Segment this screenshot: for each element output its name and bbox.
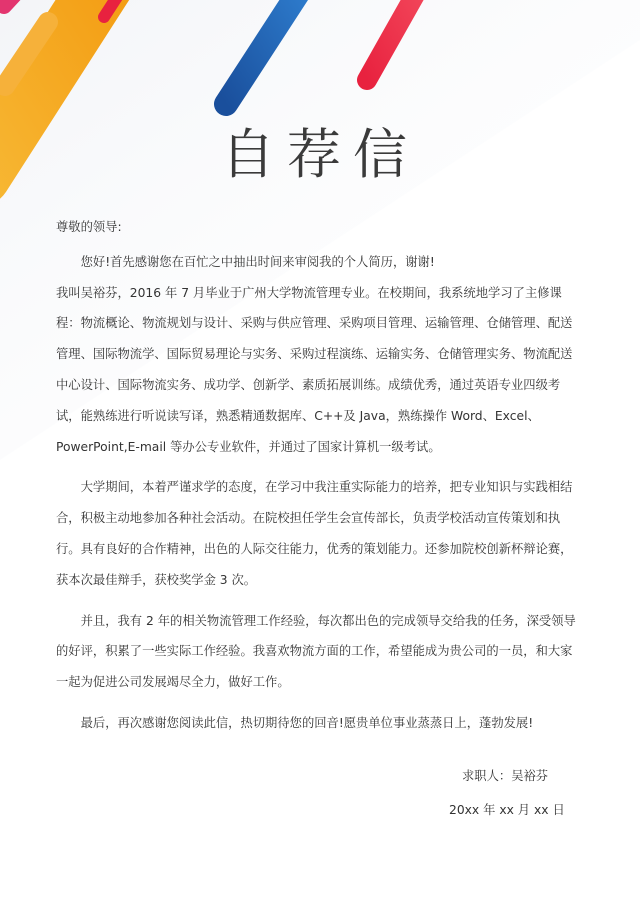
paragraph-university: 大学期间，本着严谨求学的态度，在学习中我注重实际能力的培养，把专业知识与实践相结合，积极主动地参加各种社会活动。在院校担任学生会宣传部长，负责学校活动宣传策划和执行。具有良好的合作精神，出色的人际交往能力，优秀的策划能力。还参加院校创新杯辩论赛，获本次最佳辩手，获校奖学金 3 次。 bbox=[56, 480, 573, 587]
signature: 求职人：吴裕芬 bbox=[462, 769, 549, 783]
page-title: 自荐信 bbox=[221, 123, 419, 186]
salutation: 尊敬的领导: bbox=[56, 220, 122, 234]
paragraph-experience: 并且，我有 2 年的相关物流管理工作经验，每次都出色的完成领导交给我的任务，深受领导的好评，积累了一些实际工作经验。我喜欢物流方面的工作，希望能成为贵公司的一员，和大家一起为促进公司发展竭尽全力，做好工作。 bbox=[56, 613, 576, 690]
paragraph-greeting: 您好!首先感谢您在百忙之中抽出时间来审阅我的个人简历，谢谢! bbox=[80, 254, 435, 269]
letter-body bbox=[56, 212, 583, 739]
paragraph-education: 我叫吴裕芬，2016 年 7 月毕业于广州大学物流管理专业。在校期间，我系统地学习了主修课程：物流概论、物流规划与设计、采购与供应管理、采购项目管理、运输管理、仓储管理、配送管理、国际物流学、国际贸易理论与实务、采购过程演练、运输实务、仓储管理实务、物流配送中心设计、国际物流实务、成功学、创新学、素质拓展训练。成绩优秀，通过英语专业四级考试，能熟练进行听说读写译，熟悉精通数据库、C++及 Java，熟练操作 Word、Excel、PowerPoint,E-mail 等办公专业软件，并通过了国家计算机一级考试。 bbox=[56, 285, 573, 454]
date: 20xx 年 xx 月 xx 日 bbox=[449, 803, 565, 817]
paragraph-closing: 最后，再次感谢您阅读此信，热切期待您的回音!愿贵单位事业蒸蒸日上，蓬勃发展! bbox=[80, 715, 534, 730]
